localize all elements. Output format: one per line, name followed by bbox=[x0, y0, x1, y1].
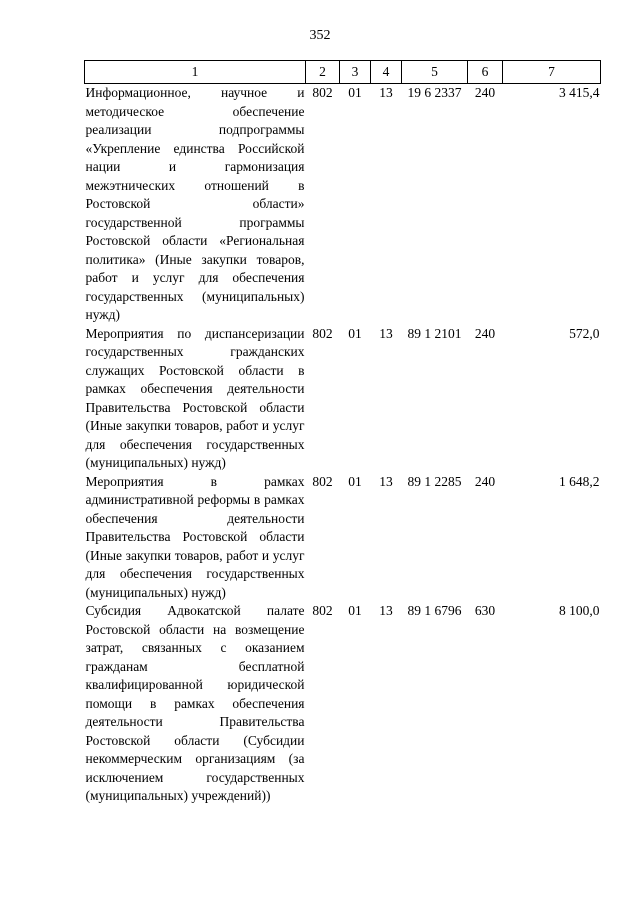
target-article-code: 89 1 6796 bbox=[407, 603, 462, 618]
amount: 8 100,0 bbox=[559, 603, 600, 618]
column-header-5: 5 bbox=[402, 61, 468, 84]
row-name: Информационное, научное и методическое обеспечение реализации подпрограммы «Укрепление единства Российской нации и гармонизация межэтнических отношений в Ростовской области» государственной программы Ростовской области «Региональная политика» (Иные закупки товаров, работ и услуг для обеспечения государственных (муниципальных) нужд) bbox=[85, 85, 305, 322]
ministry-code: 802 bbox=[312, 85, 333, 100]
column-header-1: 1 bbox=[85, 61, 306, 84]
target-article-code: 89 1 2285 bbox=[407, 473, 462, 489]
subsection-code: 13 bbox=[379, 473, 393, 489]
table-row bbox=[85, 84, 601, 325]
amount: 572,0 bbox=[569, 325, 600, 341]
row-name: Мероприятия в рамках административной реформы в рамках обеспечения деятельности Правительства Ростовской области (Иные закупки товаров, работ и услуг для обеспечения государственных (муниципальных) нужд) bbox=[85, 473, 305, 600]
page-number: 352 bbox=[309, 28, 331, 43]
target-article-code: 19 6 2337 bbox=[407, 85, 462, 100]
column-header-3: 3 bbox=[340, 61, 371, 84]
ministry-code: 802 bbox=[312, 473, 333, 489]
expense-type-code: 240 bbox=[474, 325, 496, 341]
section-code: 01 bbox=[348, 603, 362, 618]
table-row bbox=[85, 602, 601, 806]
subsection-code: 13 bbox=[379, 85, 393, 100]
column-header-2: 2 bbox=[306, 61, 340, 84]
subsection-code: 13 bbox=[379, 603, 393, 618]
header-row bbox=[85, 61, 601, 84]
table-row bbox=[85, 473, 601, 603]
section-code: 01 bbox=[348, 473, 362, 489]
column-header-6: 6 bbox=[468, 61, 503, 84]
section-code: 01 bbox=[348, 85, 362, 100]
section-code: 01 bbox=[348, 325, 362, 341]
subsection-code: 13 bbox=[379, 325, 393, 341]
table-row bbox=[85, 325, 601, 473]
ministry-code: 802 bbox=[312, 603, 333, 618]
ministry-code: 802 bbox=[312, 325, 333, 341]
row-name: Мероприятия по диспансеризации государственных гражданских служащих Ростовской области в рамках обеспечения деятельности Правительства Ростовской области (Иные закупки товаров, работ и услуг для обеспечения государственных (муниципальных) нужд) bbox=[85, 325, 305, 470]
expense-type-code: 240 bbox=[474, 473, 496, 489]
column-header-4: 4 bbox=[371, 61, 402, 84]
column-header-7: 7 bbox=[503, 61, 601, 84]
amount: 3 415,4 bbox=[559, 85, 600, 100]
expense-type-code: 630 bbox=[474, 603, 496, 618]
target-article-code: 89 1 2101 bbox=[407, 325, 462, 341]
row-name: Субсидия Адвокатской палате Ростовской области на возмещение затрат, связанных с оказанием гражданам бесплатной квалифицированной юридической помощи в рамках обеспечения деятельности Правительства Ростовской области (Субсидии некоммерческим организациям (за исключением государственных (муниципальных) учреждений)) bbox=[85, 603, 305, 803]
amount: 1 648,2 bbox=[559, 473, 600, 489]
expense-type-code: 240 bbox=[474, 85, 496, 100]
budget-table bbox=[84, 60, 601, 806]
